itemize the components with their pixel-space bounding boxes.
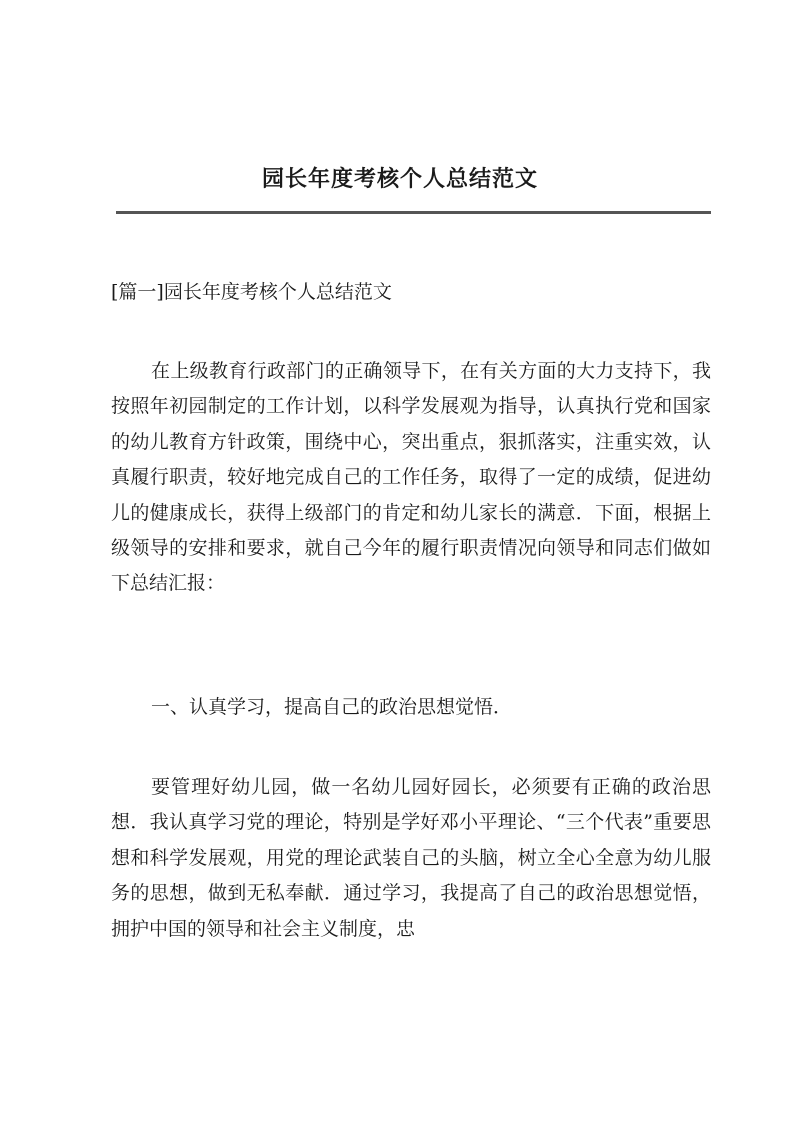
document-title: 园长年度考核个人总结范文 [261, 166, 538, 192]
body-paragraph-1: 在上级教育行政部门的正确领导下，在有关方面的大力支持下，我按照年初园制定的工作计划，以科学发展观为指导，认真执行党和国家的幼儿教育方针政策，围绕中心，突出重点，狠抓落实，注重实效，认真履行职责，较好地完成自己的工作任务，取得了一定的成绩，促进幼儿的健康成长，获得上级部门的肯定和幼儿家长的满意．下面，根据上级领导的安排和要求，就自己今年的履行职责情况向领导和同志们做如下总结汇报： [111, 360, 711, 595]
section-heading-1: 一、认真学习，提高自己的政治思想觉悟． [151, 696, 513, 718]
title-divider [116, 211, 711, 214]
section-label: [篇一]园长年度考核个人总结范文 [111, 281, 392, 303]
body-paragraph-2: 要管理好幼儿园，做一名幼儿园好园长，必须要有正确的政治思想．我认真学习党的理论，特别是学好邓小平理论、“三个代表”重要思想和科学发展观，用党的理论武装自己的头脑，树立全心全意为幼儿服务的思想，做到无私奉献．通过学习，我提高了自己的政治思想觉悟，拥护中国的领导和社会主义制度，忠 [111, 776, 711, 940]
